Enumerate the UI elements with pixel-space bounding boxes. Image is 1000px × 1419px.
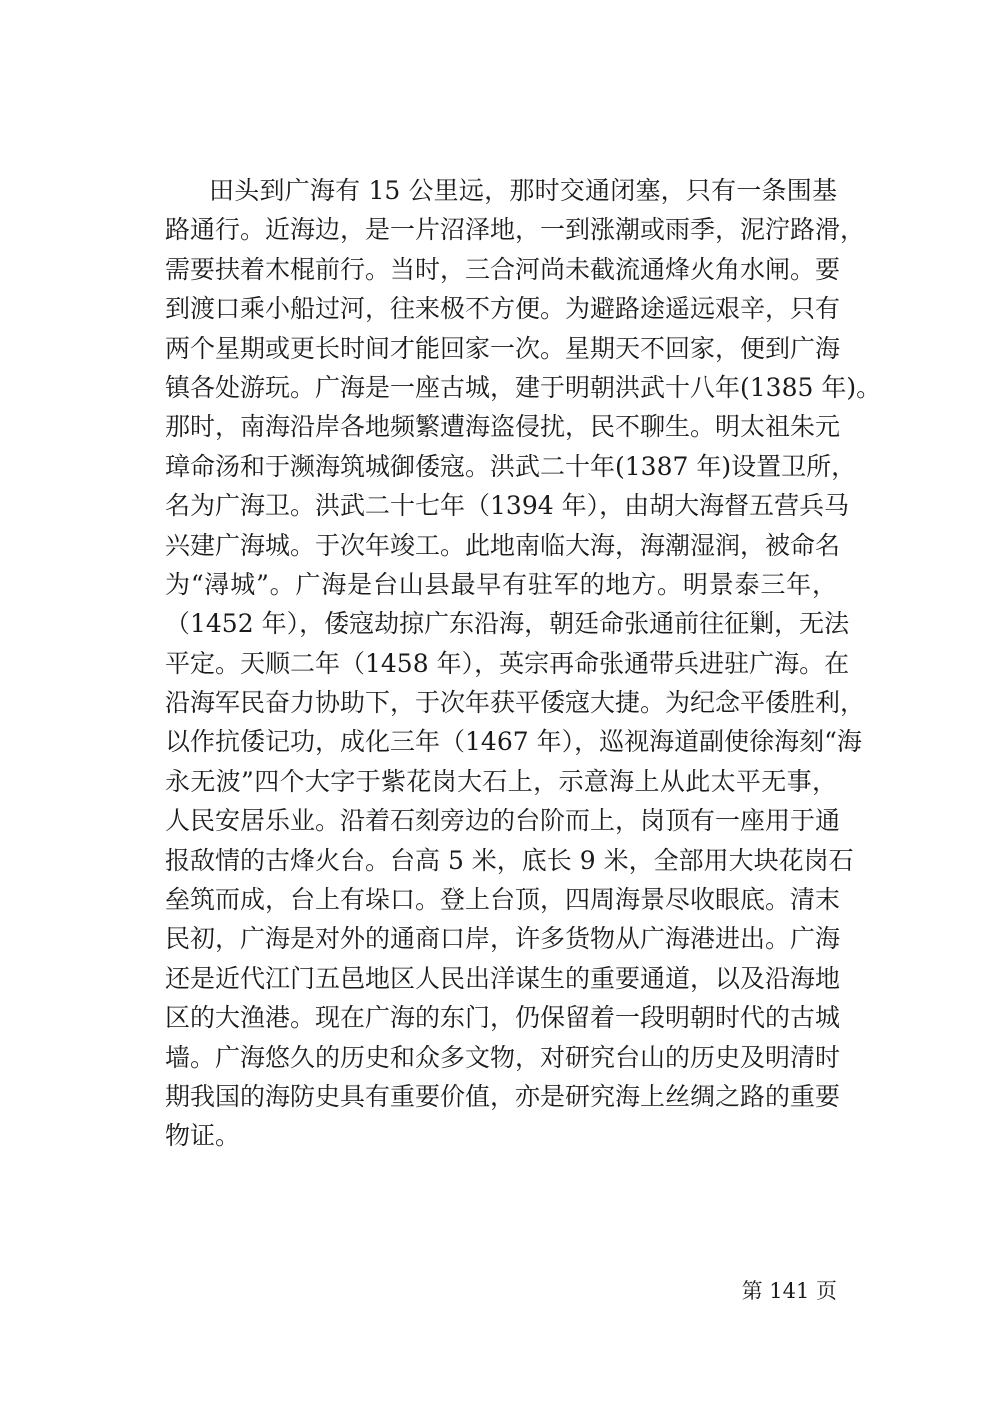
paragraph-line: 还是近代江门五邑地区人民出洋谋生的重要通道，以及沿海地	[165, 963, 841, 993]
paragraph-line: 物证。	[165, 1121, 241, 1151]
paragraph-line: 两个星期或更长时间才能回家一次。星期天不回家，便到广海	[165, 333, 841, 363]
paragraph-line: 以作抗倭记功，成化三年（1467 年），巡视海道副使徐海刻“海	[165, 727, 862, 757]
paragraph-line: （1452 年），倭寇劫掠广东沿海，朝廷命张通前往征剿，无法	[165, 609, 850, 639]
paragraph-line: 需要扶着木棍前行。当时，三合河尚未截流通烽火角水闸。要	[165, 254, 841, 284]
paragraph-line: 为“潯城”。广海是台山县最早有驻军的地方。明景泰三年，	[165, 569, 837, 599]
paragraph-line: 沿海军民奋力协助下，于次年获平倭寇大捷。为纪念平倭胜利，	[165, 688, 866, 718]
paragraph-line: 田头到广海有 15 公里远，那时交通闭塞，只有一条围基	[209, 176, 837, 205]
paragraph-line: 那时，南海沿岸各地频繁遭海盗侵扰，民不聊生。明太祖朱元	[165, 412, 841, 442]
paragraph-line: 期我国的海防史具有重要价值，亦是研究海上丝绸之路的重要	[165, 1081, 841, 1111]
paragraph-line: 镇各处游玩。广海是一座古城，建于明朝洪武十八年(1385 年)。	[165, 372, 882, 402]
paragraph-line: 到渡口乘小船过河，往来极不方便。为避路途遥远艰辛，只有	[165, 294, 841, 324]
paragraph-line: 区的大渔港。现在广海的东门，仍保留着一段明朝时代的古城	[165, 1003, 841, 1033]
paragraph-line: 民初，广海是对外的通商口岸，许多货物从广海港进出。广海	[165, 924, 841, 954]
paragraph-line: 平定。天顺二年（1458 年），英宗再命张通带兵进驻广海。在	[165, 648, 850, 678]
paragraph-line: 兴建广海城。于次年竣工。此地南临大海，海潮湿润，被命名	[165, 530, 841, 560]
paragraph-line: 璋命汤和于濒海筑城御倭寇。洪武二十年(1387 年)设置卫所，	[165, 451, 857, 481]
paragraph-line: 墙。广海悠久的历史和众多文物，对研究台山的历史及明清时	[165, 1042, 841, 1072]
paragraph-line: 人民安居乐业。沿着石刻旁边的台阶而上，岗顶有一座用于通	[165, 806, 841, 836]
paragraph-line: 名为广海卫。洪武二十七年（1394 年），由胡大海督五营兵马	[165, 491, 850, 521]
paragraph-line: 报敌情的古烽火台。台高 5 米，底长 9 米，全部用大块花岗石	[165, 845, 854, 875]
page-number: 第 141 页	[741, 1279, 837, 1303]
paragraph-line: 路通行。近海边，是一片沼泽地，一到涨潮或雨季，泥泞路滑，	[165, 215, 866, 245]
body-paragraph	[165, 171, 882, 1156]
paragraph-line: 垒筑而成，台上有垛口。登上台顶，四周海景尽收眼底。清末	[165, 885, 841, 915]
paragraph-line: 永无波”四个大字于紫花岗大石上，示意海上从此太平无事，	[165, 766, 837, 796]
